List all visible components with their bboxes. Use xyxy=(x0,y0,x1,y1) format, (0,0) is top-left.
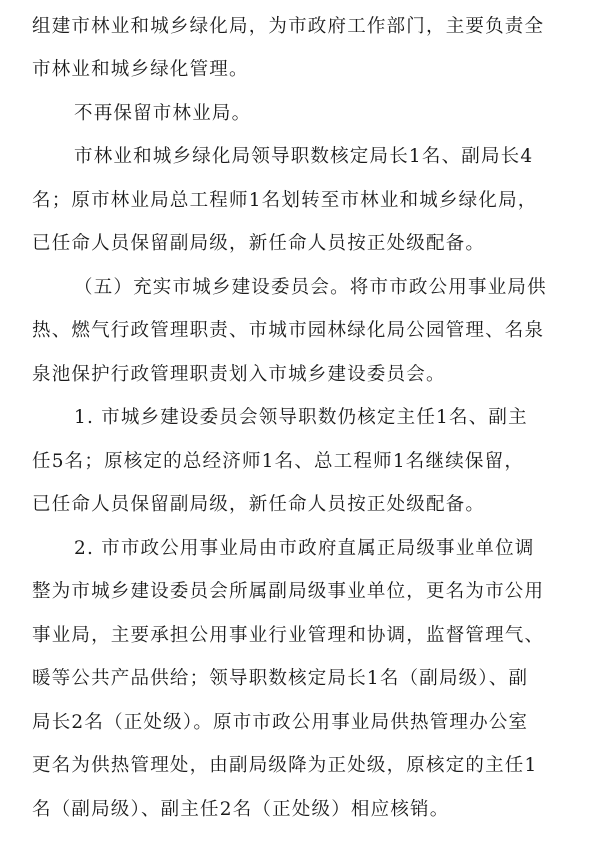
text-line xyxy=(0,403,600,433)
line-text: 名（副局级）、副主任2名（正处级）相应核销。 xyxy=(32,799,450,820)
line-text: 更名为供热管理处，由副局级降为正处级，原核定的主任1 xyxy=(32,755,538,776)
text-line xyxy=(0,708,600,738)
text-line xyxy=(0,534,600,564)
text-line xyxy=(0,795,600,825)
text-line xyxy=(0,99,600,129)
line-text: 市林业和城乡绿化管理。 xyxy=(32,59,249,80)
text-line xyxy=(0,360,600,390)
text-line xyxy=(0,55,600,85)
text-line xyxy=(0,751,600,781)
line-text: 整为市城乡建设委员会所属副局级事业单位，更名为市公用 xyxy=(32,581,545,602)
line-text: 局长2名（正处级）。原市市政公用事业局供热管理办公室 xyxy=(32,712,529,733)
line-text: （五）充实市城乡建设委员会。将市市政公用事业局供 xyxy=(74,277,547,298)
line-text: 暖等公共产品供给；领导职数核定局长1名（副局级）、副 xyxy=(32,668,529,689)
section-heading-line xyxy=(0,273,600,303)
line-text: 组建市林业和城乡绿化局，为市政府工作部门，主要负责全 xyxy=(32,16,545,37)
line-text: 2. 市市政公用事业局由市政府直属正局级事业单位调 xyxy=(74,538,535,559)
line-text: 1. 市城乡建设委员会领导职数仍核定主任1名、副主 xyxy=(74,407,528,428)
line-text: 已任命人员保留副局级，新任命人员按正处级配备。 xyxy=(32,494,486,515)
line-text: 不再保留市林业局。 xyxy=(74,103,252,124)
line-text: 泉池保护行政管理职责划入市城乡建设委员会。 xyxy=(32,364,446,385)
line-text: 事业局，主要承担公用事业行业管理和协调，监督管理气、 xyxy=(32,625,545,646)
line-text: 名；原市林业局总工程师1名划转至市林业和城乡绿化局， xyxy=(32,190,538,211)
text-line xyxy=(0,577,600,607)
line-text: 任5名；原核定的总经济师1名、总工程师1名继续保留， xyxy=(32,451,525,472)
text-line xyxy=(0,447,600,477)
line-text: 热、燃气行政管理职责、市城市园林绿化局公园管理、名泉 xyxy=(32,320,545,341)
text-line xyxy=(0,664,600,694)
text-line xyxy=(0,621,600,651)
text-line xyxy=(0,186,600,216)
line-text: 已任命人员保留副局级，新任命人员按正处级配备。 xyxy=(32,233,486,254)
line-text: 市林业和城乡绿化局领导职数核定局长1名、副局长4 xyxy=(74,146,534,167)
text-line xyxy=(0,490,600,520)
text-line xyxy=(0,12,600,42)
text-line xyxy=(0,316,600,346)
text-line xyxy=(0,142,600,172)
text-line xyxy=(0,229,600,259)
